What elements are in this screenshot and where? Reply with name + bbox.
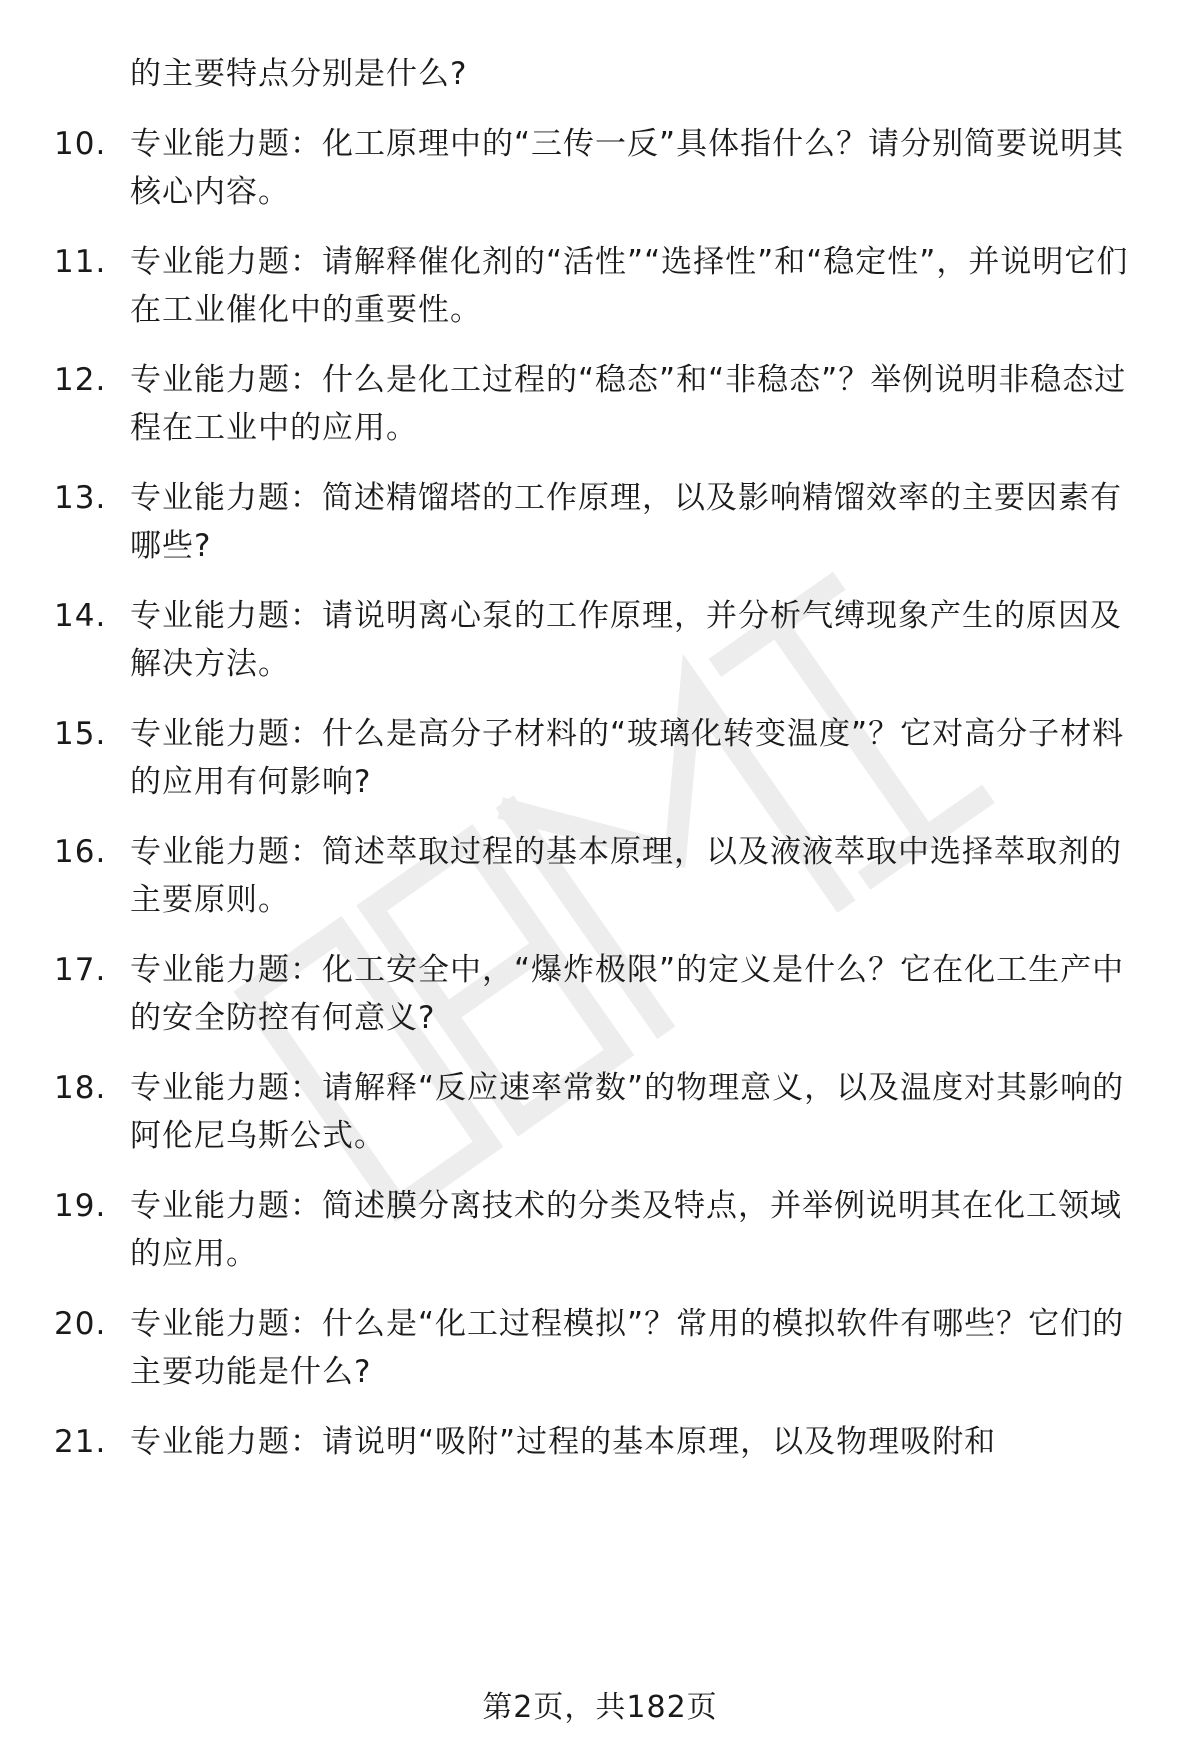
question-text: 专业能力题：化工安全中，“爆炸极限”的定义是什么？它在化工生产中的安全防控有何意义? [130,952,1125,1036]
list-item [0,828,1200,924]
question-number: 18. [54,1070,107,1106]
question-number: 12. [54,362,107,398]
list-item [0,592,1200,688]
question-text: 专业能力题：什么是高分子材料的“玻璃化转变温度”？它对高分子材料的应用有何影响? [130,716,1125,800]
list-item [0,238,1200,334]
question-text: 专业能力题：请说明离心泵的工作原理，并分析气缚现象产生的原因及解决方法。 [130,598,1122,682]
page-footer: 第2页，共182页 [482,1690,718,1725]
list-item [0,1418,1200,1466]
list-item [0,474,1200,570]
question-list [0,50,1200,1466]
question-text: 专业能力题：简述萃取过程的基本原理，以及液液萃取中选择萃取剂的主要原则。 [130,834,1122,918]
list-item [0,1182,1200,1278]
list-item [0,120,1200,216]
question-text: 专业能力题：简述精馏塔的工作原理，以及影响精馏效率的主要因素有哪些? [130,480,1122,564]
question-number: 14. [54,598,107,634]
question-number: 21. [54,1424,107,1460]
question-number: 15. [54,716,107,752]
continuation-text: 的主要特点分别是什么? [130,56,468,92]
question-text: 专业能力题：什么是化工过程的“稳态”和“非稳态”？举例说明非稳态过程在工业中的应用。 [130,362,1127,446]
question-text: 专业能力题：请解释催化剂的“活性”“选择性”和“稳定性”，并说明它们在工业催化中的重要性。 [130,244,1129,328]
question-number: 11. [54,244,107,280]
question-text: 专业能力题：化工原理中的“三传一反”具体指什么？请分别简要说明其核心内容。 [130,126,1125,210]
question-text: 专业能力题：请说明“吸附”过程的基本原理，以及物理吸附和 [130,1424,997,1460]
question-number: 10. [54,126,107,162]
list-item [0,946,1200,1042]
question-number: 16. [54,834,107,870]
question-text: 专业能力题：什么是“化工过程模拟”？常用的模拟软件有哪些？它们的主要功能是什么? [130,1306,1125,1390]
question-number: 20. [54,1306,107,1342]
list-item [0,356,1200,452]
list-item [0,710,1200,806]
question-number: 17. [54,952,107,988]
list-item [0,1300,1200,1396]
question-text: 专业能力题：简述膜分离技术的分类及特点，并举例说明其在化工领域的应用。 [130,1188,1122,1272]
question-text: 专业能力题：请解释“反应速率常数”的物理意义，以及温度对其影响的阿伦尼乌斯公式。 [130,1070,1125,1154]
list-item [0,1064,1200,1160]
question-number: 13. [54,480,107,516]
question-number: 19. [54,1188,107,1224]
